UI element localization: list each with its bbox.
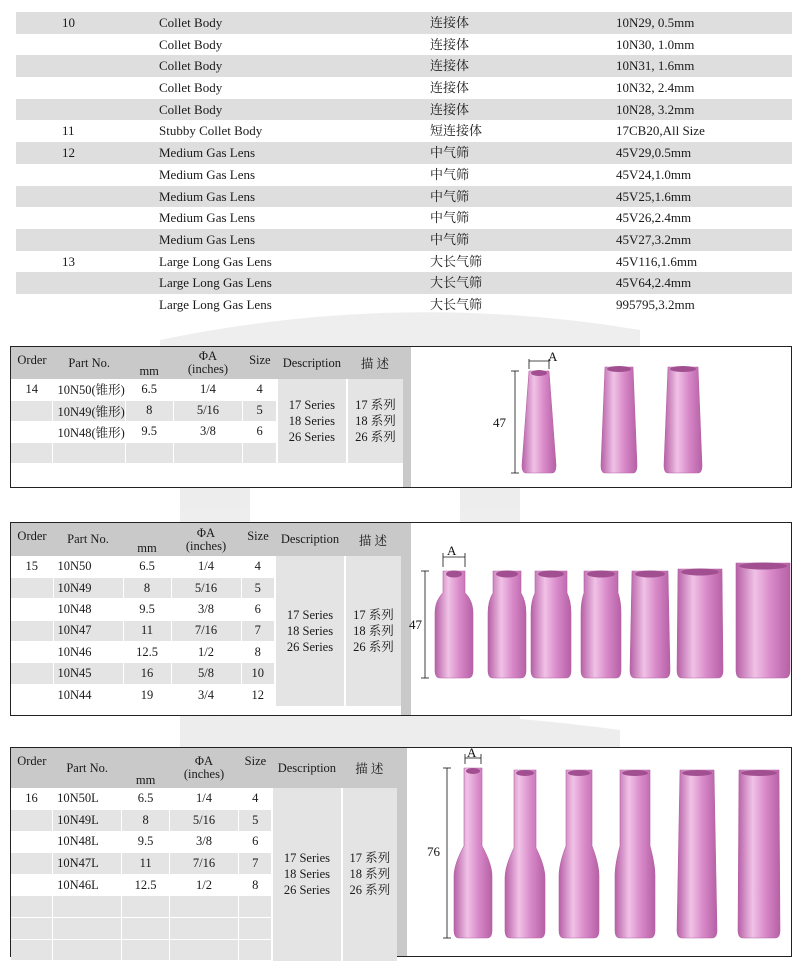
size-cell: 4 bbox=[243, 379, 277, 400]
phi-a-header bbox=[173, 347, 243, 379]
part-number: 45V29,0.5mm bbox=[616, 145, 692, 161]
order-cell: 15 bbox=[11, 556, 53, 577]
inches-cell: 3/4 bbox=[171, 684, 241, 705]
size-cell bbox=[239, 918, 273, 940]
size-cell: 10 bbox=[241, 663, 275, 684]
series-line-cn: 17 系列 bbox=[349, 851, 391, 866]
part-name: Stubby Collet Body bbox=[159, 123, 263, 139]
part-name: Large Long Gas Lens bbox=[159, 253, 272, 269]
size-header: Size bbox=[243, 347, 277, 379]
mm-cell: 8 bbox=[122, 810, 170, 832]
phi-a-label: ΦA bbox=[196, 525, 216, 540]
part-name: Collet Body bbox=[159, 36, 223, 52]
order-number: 12 bbox=[62, 145, 75, 161]
table-header-row bbox=[11, 347, 403, 379]
table-header-row bbox=[11, 523, 401, 556]
part-name-cn: 连接体 bbox=[430, 36, 470, 52]
part-name: Collet Body bbox=[159, 101, 223, 117]
series-line-cn: 18 系列 bbox=[349, 867, 391, 882]
size-cell bbox=[239, 896, 273, 918]
inches-cell: 5/8 bbox=[171, 663, 241, 684]
table-row bbox=[11, 556, 401, 577]
series-description bbox=[277, 379, 347, 463]
part-name: Medium Gas Lens bbox=[159, 188, 256, 204]
mm-cell: 6.5 bbox=[123, 556, 171, 577]
cn-description-header: 描 述 bbox=[342, 748, 397, 788]
part-name-cn: 中气筛 bbox=[430, 231, 470, 247]
dimension-height-label: 76 bbox=[427, 844, 440, 859]
size-cell: 5 bbox=[241, 577, 275, 598]
series-line-cn: 18 系列 bbox=[353, 623, 394, 638]
inches-cell: 5/16 bbox=[169, 810, 238, 832]
part-name-cn: 中气筛 bbox=[430, 210, 470, 226]
parts-list-row bbox=[16, 12, 792, 34]
order-cell bbox=[11, 831, 53, 853]
size-cell: 8 bbox=[239, 874, 273, 896]
inches-cell: 5/16 bbox=[173, 400, 243, 421]
nozzle-bore bbox=[681, 569, 719, 576]
part-name-cn: 连接体 bbox=[430, 80, 470, 96]
part-number: 10N30, 1.0mm bbox=[616, 36, 695, 52]
nozzle-bore bbox=[538, 571, 564, 578]
parts-list-row bbox=[16, 294, 792, 316]
table-header-row bbox=[11, 748, 397, 788]
part-no-cell: 10N48L bbox=[53, 831, 122, 853]
series-description-cn bbox=[342, 788, 397, 961]
series-line: 26 Series bbox=[283, 883, 330, 898]
spec-table bbox=[11, 523, 401, 706]
nozzle-3 bbox=[531, 571, 571, 678]
inches-cell bbox=[169, 939, 238, 961]
inches-cell: 3/8 bbox=[169, 831, 238, 853]
order-cell bbox=[11, 663, 53, 684]
series-line-cn: 17 系列 bbox=[353, 607, 394, 622]
order-number: 11 bbox=[62, 123, 75, 139]
size-cell: 7 bbox=[241, 620, 275, 641]
dimension-height-label: 47 bbox=[409, 617, 422, 632]
part-no-cell bbox=[53, 939, 122, 961]
table-row bbox=[11, 379, 403, 400]
series-description bbox=[275, 556, 345, 706]
parts-list-row bbox=[16, 55, 792, 77]
inches-cell: 1/4 bbox=[173, 379, 243, 400]
nozzle-1 bbox=[522, 371, 556, 473]
mm-cell: 8 bbox=[123, 577, 171, 598]
mm-header: mm bbox=[123, 523, 171, 556]
inches-cell: 3/8 bbox=[173, 421, 243, 442]
nozzle-2 bbox=[488, 571, 526, 678]
nozzle-photo bbox=[407, 745, 789, 956]
series-line: 17 Series bbox=[286, 607, 334, 622]
nozzle-bore bbox=[622, 770, 648, 776]
cn-description-header: 描 述 bbox=[345, 523, 401, 556]
inches-cell: 1/2 bbox=[169, 874, 238, 896]
mm-cell: 8 bbox=[125, 400, 173, 421]
parts-list-row bbox=[16, 34, 792, 56]
part-number: 10N31, 1.6mm bbox=[616, 58, 695, 74]
part-no-header: Part No. bbox=[53, 347, 125, 379]
nozzle-4 bbox=[581, 571, 621, 678]
nozzle-5 bbox=[630, 571, 670, 678]
order-cell bbox=[11, 918, 53, 940]
nozzle-bore bbox=[587, 571, 615, 578]
inches-cell bbox=[169, 918, 238, 940]
inches-cell: 1/4 bbox=[169, 788, 238, 810]
series-line: 18 Series bbox=[283, 867, 330, 882]
nozzle-bore bbox=[446, 571, 462, 578]
inches-cell: 1/4 bbox=[171, 556, 241, 577]
parts-list-row bbox=[16, 272, 792, 294]
parts-list bbox=[16, 12, 792, 316]
part-no-cell bbox=[53, 918, 122, 940]
part-no-cell: 10N47L bbox=[53, 853, 122, 875]
order-cell bbox=[11, 896, 53, 918]
size-cell: 8 bbox=[241, 642, 275, 663]
inches-cell: 5/16 bbox=[171, 577, 241, 598]
parts-list-row bbox=[16, 251, 792, 273]
part-name: Large Long Gas Lens bbox=[159, 296, 272, 312]
part-no-header: Part No. bbox=[53, 523, 123, 556]
part-name: Medium Gas Lens bbox=[159, 231, 256, 247]
series-line-cn: 26 系列 bbox=[355, 430, 396, 444]
series-line-cn: 26 系列 bbox=[349, 883, 391, 898]
nozzle-bore bbox=[741, 770, 777, 776]
mm-cell: 19 bbox=[123, 684, 171, 705]
order-cell bbox=[11, 874, 53, 896]
part-no-cell: 10N47 bbox=[53, 620, 123, 641]
part-name: Collet Body bbox=[159, 80, 223, 96]
series-line-cn: 18 系列 bbox=[355, 414, 396, 428]
part-number: 10N32, 2.4mm bbox=[616, 80, 695, 96]
series-line: 18 Series bbox=[286, 623, 334, 638]
dimension-height-label: 47 bbox=[493, 415, 506, 430]
inches-label: (inches) bbox=[183, 767, 225, 781]
size-cell bbox=[239, 939, 273, 961]
order-cell bbox=[11, 421, 53, 442]
mm-cell: 6.5 bbox=[122, 788, 170, 810]
description-header: Description bbox=[275, 523, 345, 556]
part-number: 45V64,2.4mm bbox=[616, 275, 692, 291]
part-number: 17CB20,All Size bbox=[616, 123, 705, 139]
mm-cell: 9.5 bbox=[123, 599, 171, 620]
order-header: Order bbox=[11, 748, 53, 788]
spec-panel-16 bbox=[10, 747, 792, 957]
order-cell bbox=[11, 442, 53, 463]
part-no-cell: 10N45 bbox=[53, 663, 123, 684]
part-name-cn: 大长气筛 bbox=[430, 296, 483, 312]
order-cell bbox=[11, 810, 53, 832]
part-name-cn: 中气筛 bbox=[430, 166, 470, 182]
mm-cell: 9.5 bbox=[122, 831, 170, 853]
size-cell: 6 bbox=[243, 421, 277, 442]
nozzle-7 bbox=[736, 563, 790, 678]
inches-cell: 7/16 bbox=[171, 620, 241, 641]
nozzle-5 bbox=[677, 770, 717, 938]
nozzle-bore bbox=[607, 366, 631, 372]
part-name: Medium Gas Lens bbox=[159, 145, 256, 161]
spec-panel-14 bbox=[10, 346, 792, 488]
part-no-cell bbox=[53, 442, 125, 463]
order-cell: 14 bbox=[11, 379, 53, 400]
order-cell: 16 bbox=[11, 788, 53, 810]
nozzle-3 bbox=[559, 770, 599, 938]
inches-cell: 3/8 bbox=[171, 599, 241, 620]
size-cell: 12 bbox=[241, 684, 275, 705]
part-name-cn: 短连接体 bbox=[430, 123, 483, 139]
mm-cell: 16 bbox=[123, 663, 171, 684]
nozzle-6 bbox=[738, 770, 780, 938]
size-cell: 4 bbox=[241, 556, 275, 577]
spec-table bbox=[11, 347, 403, 464]
part-no-cell: 10N46 bbox=[53, 642, 123, 663]
mm-cell: 9.5 bbox=[125, 421, 173, 442]
series-line: 17 Series bbox=[288, 398, 335, 412]
table-row bbox=[11, 788, 397, 810]
part-name: Large Long Gas Lens bbox=[159, 275, 272, 291]
part-no-cell: 10N46L bbox=[53, 874, 122, 896]
order-cell bbox=[11, 642, 53, 663]
parts-list-row bbox=[16, 142, 792, 164]
order-cell bbox=[11, 620, 53, 641]
part-name-cn: 连接体 bbox=[430, 58, 470, 74]
nozzle-4 bbox=[615, 770, 655, 938]
phi-a-header bbox=[171, 523, 241, 556]
nozzle-bore bbox=[670, 366, 696, 372]
series-description-cn bbox=[347, 379, 403, 463]
series-line: 18 Series bbox=[288, 414, 335, 428]
spec-panel-15 bbox=[10, 522, 792, 716]
nozzle-1 bbox=[435, 571, 473, 678]
nozzle-2 bbox=[601, 367, 637, 473]
series-line-cn: 17 系列 bbox=[355, 398, 396, 412]
part-number: 45V24,1.0mm bbox=[616, 166, 692, 182]
part-number: 10N29, 0.5mm bbox=[616, 15, 695, 30]
part-name: Collet Body bbox=[159, 15, 223, 30]
part-name-cn: 中气筛 bbox=[430, 145, 470, 161]
nozzle-bore bbox=[568, 770, 590, 776]
phi-a-header bbox=[169, 748, 238, 788]
part-number: 45V25,1.6mm bbox=[616, 188, 692, 204]
parts-list-row bbox=[16, 207, 792, 229]
nozzle-bore bbox=[682, 770, 712, 776]
series-line-cn: 26 系列 bbox=[353, 639, 394, 654]
dimension-a-label: A bbox=[548, 349, 558, 364]
size-header: Size bbox=[241, 523, 275, 556]
series-description-cn bbox=[345, 556, 401, 706]
size-cell bbox=[243, 442, 277, 463]
mm-cell: 11 bbox=[123, 620, 171, 641]
nozzle-photo bbox=[411, 523, 789, 715]
inches-cell: 1/2 bbox=[171, 642, 241, 663]
mm-header: mm bbox=[122, 748, 170, 788]
inches-label: (inches) bbox=[185, 538, 227, 553]
mm-cell bbox=[122, 896, 170, 918]
order-cell bbox=[11, 400, 53, 421]
size-header: Size bbox=[239, 748, 273, 788]
parts-list-row bbox=[16, 77, 792, 99]
part-name: Collet Body bbox=[159, 58, 223, 74]
mm-cell bbox=[122, 939, 170, 961]
part-name: Medium Gas Lens bbox=[159, 210, 256, 226]
part-name: Medium Gas Lens bbox=[159, 166, 256, 182]
description-header: Description bbox=[272, 748, 341, 788]
nozzle-bore bbox=[466, 768, 480, 774]
dimension-a-label: A bbox=[467, 745, 477, 760]
order-cell bbox=[11, 853, 53, 875]
part-number: 995795,3.2mm bbox=[616, 296, 695, 312]
inches-cell: 7/16 bbox=[169, 853, 238, 875]
mm-cell: 12.5 bbox=[122, 874, 170, 896]
mm-cell: 11 bbox=[122, 853, 170, 875]
part-name-cn: 连接体 bbox=[430, 101, 470, 117]
part-name-cn: 大长气筛 bbox=[430, 275, 483, 291]
inches-cell bbox=[169, 896, 238, 918]
size-cell: 4 bbox=[239, 788, 273, 810]
part-name-cn: 连接体 bbox=[430, 15, 470, 30]
order-header: Order bbox=[11, 523, 53, 556]
part-no-cell: 10N48(锥形) bbox=[53, 421, 125, 442]
part-no-cell: 10N49 bbox=[53, 577, 123, 598]
part-number: 45V27,3.2mm bbox=[616, 231, 692, 247]
part-number: 10N28, 3.2mm bbox=[616, 101, 695, 117]
phi-a-label: ΦA bbox=[194, 754, 214, 768]
part-name-cn: 大长气筛 bbox=[430, 253, 483, 269]
mm-cell bbox=[125, 442, 173, 463]
parts-list-row bbox=[16, 120, 792, 142]
part-number: 45V116,1.6mm bbox=[616, 253, 698, 269]
part-name-cn: 中气筛 bbox=[430, 188, 470, 204]
order-number: 10 bbox=[62, 15, 75, 30]
phi-a-label: ΦA bbox=[198, 349, 218, 363]
nozzle-2 bbox=[505, 770, 545, 938]
order-header: Order bbox=[11, 347, 53, 379]
mm-cell: 6.5 bbox=[125, 379, 173, 400]
description-header: Description bbox=[277, 347, 347, 379]
nozzle-bore bbox=[739, 563, 787, 570]
part-no-cell: 10N50L bbox=[53, 788, 122, 810]
part-no-header: Part No. bbox=[53, 748, 122, 788]
picture-divider bbox=[397, 748, 407, 956]
series-line: 26 Series bbox=[288, 430, 335, 444]
dimension-a-label: A bbox=[447, 543, 457, 558]
order-number: 13 bbox=[62, 253, 75, 269]
part-number: 45V26,2.4mm bbox=[616, 210, 692, 226]
order-cell bbox=[11, 599, 53, 620]
parts-list-row bbox=[16, 229, 792, 251]
part-no-cell: 10N44 bbox=[53, 684, 123, 705]
mm-cell bbox=[122, 918, 170, 940]
nozzle-photo bbox=[411, 347, 787, 487]
nozzle-bore bbox=[496, 571, 518, 578]
size-cell: 6 bbox=[239, 831, 273, 853]
part-no-cell bbox=[53, 896, 122, 918]
series-description bbox=[272, 788, 341, 961]
parts-list-row bbox=[16, 164, 792, 186]
mm-cell: 12.5 bbox=[123, 642, 171, 663]
parts-list-row bbox=[16, 99, 792, 121]
part-no-cell: 10N49(锥形) bbox=[53, 400, 125, 421]
size-cell: 5 bbox=[239, 810, 273, 832]
order-cell bbox=[11, 939, 53, 961]
nozzle-6 bbox=[677, 569, 723, 678]
nozzle-1 bbox=[454, 768, 492, 938]
size-cell: 5 bbox=[243, 400, 277, 421]
spec-table bbox=[11, 748, 397, 961]
order-cell bbox=[11, 684, 53, 705]
part-no-cell: 10N48 bbox=[53, 599, 123, 620]
nozzle-bore bbox=[516, 770, 534, 776]
part-no-cell: 10N50 bbox=[53, 556, 123, 577]
cn-description-header: 描 述 bbox=[347, 347, 403, 379]
parts-list-row bbox=[16, 186, 792, 208]
order-cell bbox=[11, 577, 53, 598]
inches-label: (inches) bbox=[187, 362, 229, 376]
size-cell: 6 bbox=[241, 599, 275, 620]
size-cell: 7 bbox=[239, 853, 273, 875]
nozzle-bore bbox=[635, 571, 665, 578]
series-line: 17 Series bbox=[283, 851, 330, 866]
nozzle-bore bbox=[531, 370, 547, 376]
nozzle-3 bbox=[664, 367, 702, 473]
part-no-cell: 10N50(锥形) bbox=[53, 379, 125, 400]
picture-divider bbox=[403, 347, 411, 487]
series-line: 26 Series bbox=[286, 639, 334, 654]
part-no-cell: 10N49L bbox=[53, 810, 122, 832]
mm-header: mm bbox=[125, 347, 173, 379]
inches-cell bbox=[173, 442, 243, 463]
